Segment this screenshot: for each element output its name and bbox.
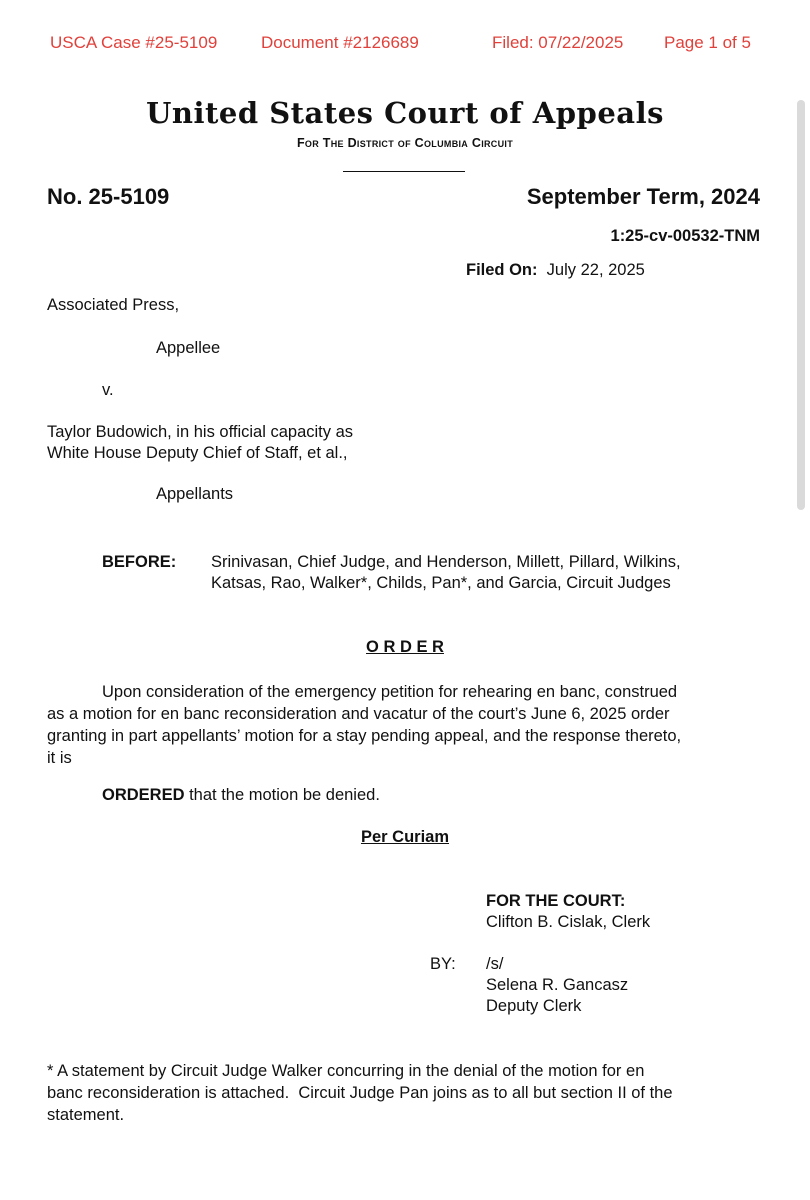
order-body (47, 681, 762, 769)
header-document-number: Document #2126689 (261, 33, 419, 52)
vertical-scrollbar[interactable] (797, 100, 805, 510)
judges-line-1: Srinivasan, Chief Judge, and Henderson, Millett, Pillard, Wilkins, (211, 553, 681, 571)
ordered-text: that the motion be denied. (184, 786, 380, 804)
header-page-count: Page 1 of 5 (664, 33, 751, 52)
judges-line-2: Katsas, Rao, Walker*, Childs, Pan*, and Garcia, Circuit Judges (211, 574, 671, 592)
header-case-number: USCA Case #25-5109 (50, 33, 218, 52)
court-title: United States Court of Appeals (146, 96, 664, 130)
filed-on-label: Filed On: (466, 261, 538, 279)
deputy-clerk-name: Selena R. Gancasz (486, 976, 629, 994)
deputy-clerk-title: Deputy Clerk (486, 997, 582, 1015)
footnote-line-3: statement. (47, 1106, 125, 1124)
appellant-line-2: White House Deputy Chief of Staff, et al., (47, 444, 348, 462)
ordered-label: ORDERED (102, 786, 185, 804)
order-heading: O R D E R (366, 638, 444, 656)
per-curiam: Per Curiam (360, 828, 450, 846)
court-subtitle: For The District of Columbia Circuit (296, 136, 513, 150)
appellant-line-1: Taylor Budowich, in his official capacity as (47, 423, 354, 441)
order-body-line-2: as a motion for en banc reconsideration and vacatur of the court’s June 6, 2025 order (47, 705, 670, 723)
ordered-clause (102, 786, 380, 805)
signature-mark: /s/ (486, 955, 504, 973)
docket-number: 1:25-cv-00532-TNM (610, 227, 760, 245)
order-body-line-1: Upon consideration of the emergency petition for rehearing en banc, construed (102, 683, 678, 701)
before-label: BEFORE: (102, 553, 177, 571)
appellee-name: Associated Press, (47, 296, 180, 314)
filed-on (466, 261, 645, 280)
caption-divider (343, 171, 465, 172)
court-term: September Term, 2024 (526, 184, 760, 209)
footnote (47, 1060, 762, 1126)
by-label: BY: (430, 955, 456, 973)
clerk-name: Clifton B. Cislak, Clerk (486, 913, 651, 931)
header-filed-date: Filed: 07/22/2025 (492, 33, 624, 52)
order-body-line-4: it is (47, 749, 72, 767)
order-body-line-3: granting in part appellants’ motion for a stay pending appeal, and the response thereto, (47, 727, 682, 745)
versus: v. (102, 381, 114, 399)
footnote-line-2: banc reconsideration is attached. Circuit Judge Pan joins as to all but section II of the (47, 1084, 673, 1102)
filed-on-date: July 22, 2025 (546, 261, 645, 279)
for-the-court: FOR THE COURT: (486, 892, 626, 910)
appellee-role: Appellee (156, 339, 221, 357)
footnote-line-1: * A statement by Circuit Judge Walker concurring in the denial of the motion for en (47, 1062, 645, 1080)
case-number: No. 25-5109 (47, 184, 170, 209)
appellant-role: Appellants (156, 485, 234, 503)
